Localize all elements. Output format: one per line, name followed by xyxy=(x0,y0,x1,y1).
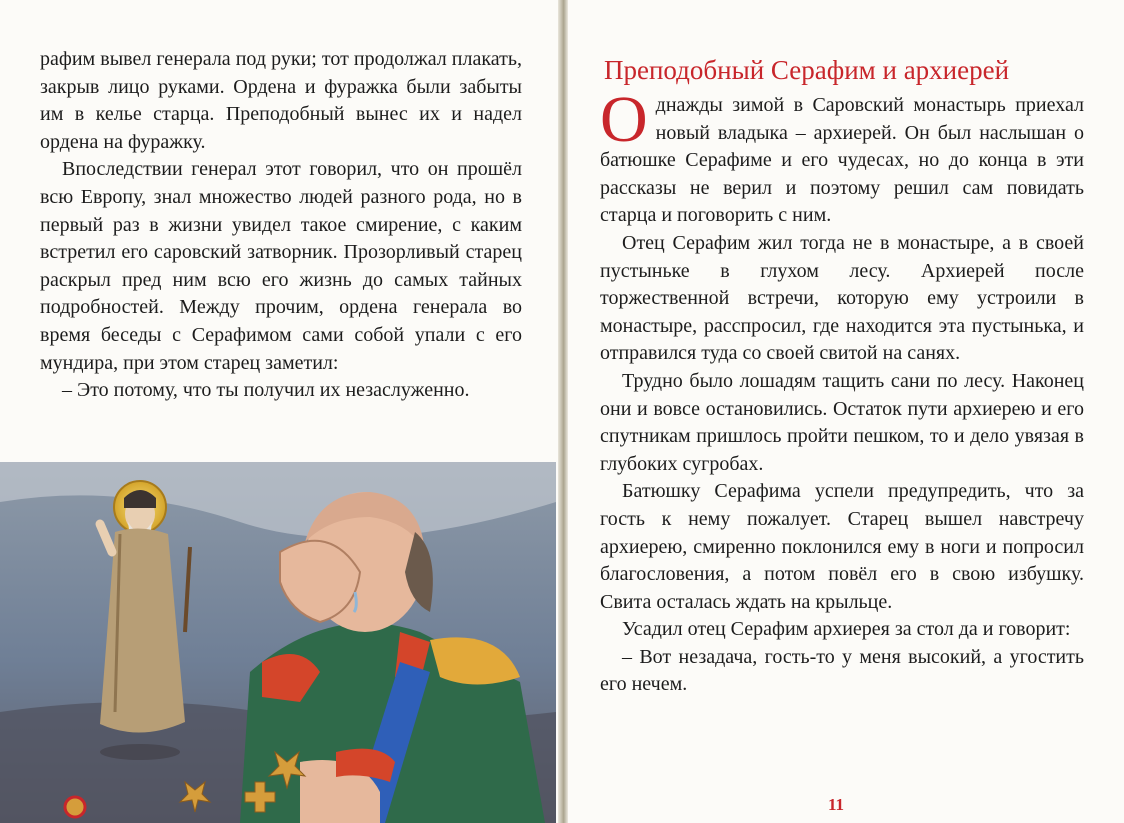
right-paragraph-1 xyxy=(600,83,1084,230)
order-medal xyxy=(65,797,85,817)
right-paragraph-6: – Вот незадача, гость-то у меня высокий, а угостить его нечем. xyxy=(600,645,1084,696)
chapter-heading: Преподобный Серафим и архиерей xyxy=(604,55,1010,85)
illustration-seraphim-and-general xyxy=(0,462,556,823)
right-paragraph-5: Усадил отец Серафим архиерея за стол да и говорит: xyxy=(622,618,1071,641)
page-number: 11 xyxy=(828,795,845,814)
left-paragraph-3: – Это потому, что ты получил их незаслуженно. xyxy=(62,379,470,402)
right-paragraph-2: Отец Серафим жил тогда не в монастыре, а в своей пустыньке в глухом лесу. Архиерей после торжественной встречи, которую ему устроили в монастыре, расспросил, где находится эта пустынька, и отправился туда со своей свитой на санях. xyxy=(600,231,1084,365)
left-paragraph-2: Впоследствии генерал этот говорил, что он прошёл всю Европу, знал множество людей разного рода, но в первый раз в жизни увидел такое смирение, с каким встретил его саровский затворник. Прозорливый старец раскрыл пред ним всю его жизнь до самых тайных подробностей. Между прочим, ордена генерала во время беседы с Серафимом сами собой упали с его мундира, при этом старец заметил: xyxy=(40,158,522,374)
book-spine xyxy=(558,0,568,823)
right-paragraph-3: Трудно было лошадям тащить сани по лесу. Наконец они и вовсе остановились. Остаток пути архиерею и его спутникам пришлось пройти пешком, то и дело увязая в глубоких сугробах. xyxy=(600,369,1084,475)
first-paragraph-text: днажды зимой в Саровский монастырь приехал новый владыка – архиерей. Он был наслышан о батюшке Серафиме и его чудесах, но до конца в эти рассказы не верил и поэтому решил сам повидать старца и поговорить с ним. xyxy=(600,94,1084,227)
left-page-text xyxy=(40,46,522,405)
drop-cap: О xyxy=(600,83,648,156)
right-paragraph-4: Батюшку Серафима успели предупредить, что за гость к нему пожалует. Старец вышел навстречу архиерею, смиренно поклонился ему в ноги и попросил благословения, а потом повёл его в свою избушку. Свита осталась ждать на крыльце. xyxy=(600,480,1084,613)
left-paragraph-1: рафим вывел генерала под руки; тот продолжал плакать, закрыв лицо руками. Ордена и фуражка были забыты им в келье старца. Преподобный вынес их и надел ордена на фуражку. xyxy=(40,48,522,153)
right-page-text xyxy=(600,83,1084,699)
